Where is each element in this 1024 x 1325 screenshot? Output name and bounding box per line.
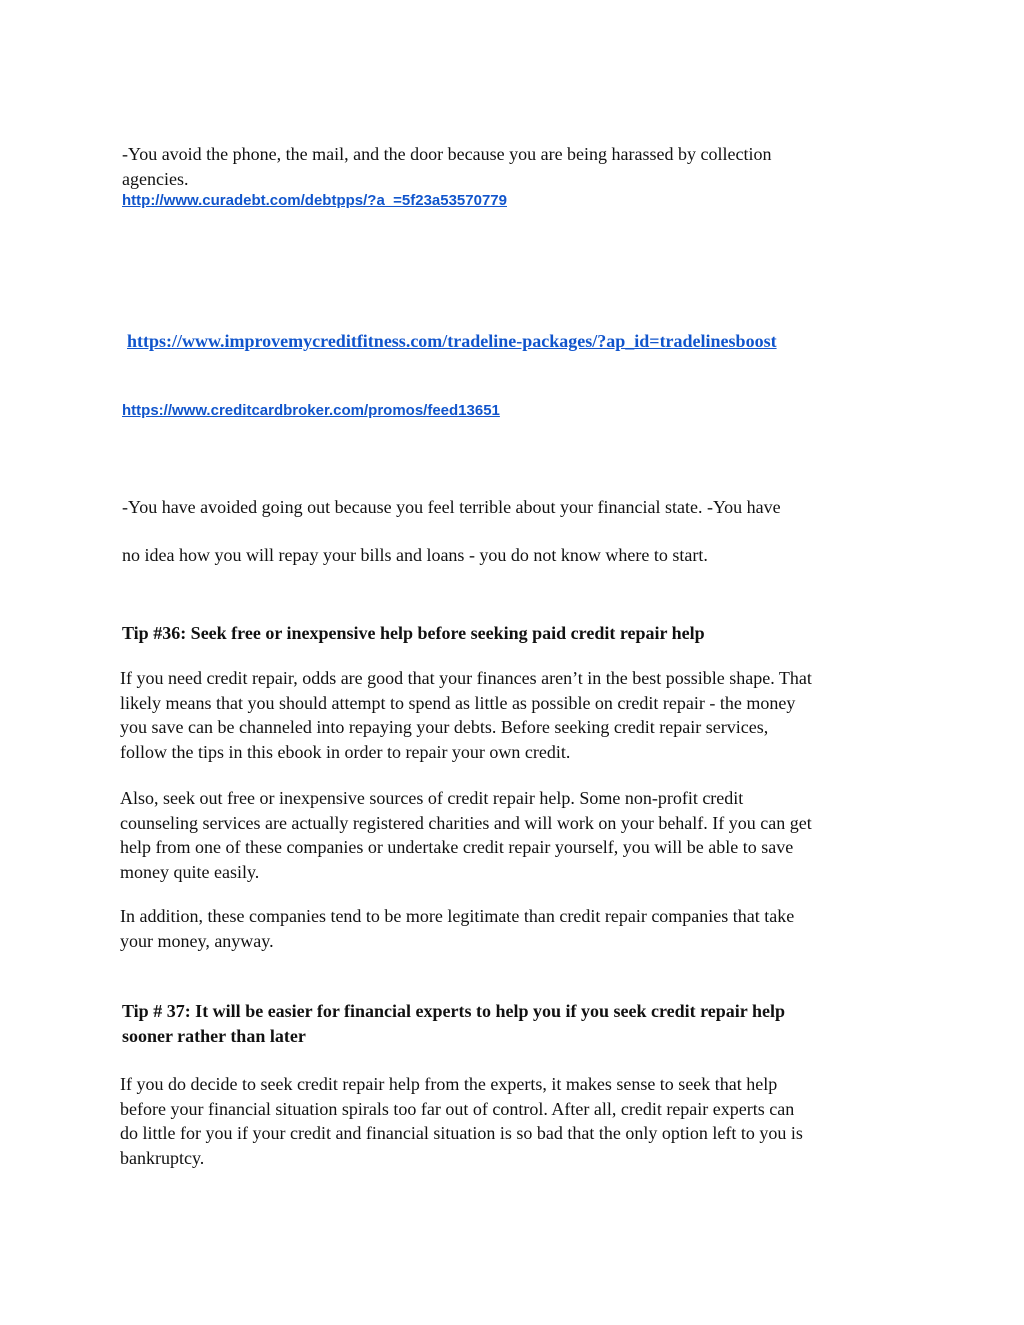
- tip-37-p1-line: bankruptcy.: [120, 1147, 205, 1168]
- tip-36-p1-line: If you need credit repair, odds are good that your finances aren’t in the best possible shape. That: [120, 668, 812, 688]
- tip-36-p2-line: help from one of these companies or undertake credit repair yourself, you will be able to save: [120, 837, 794, 857]
- tip-36-p3-line: your money, anyway.: [120, 930, 274, 951]
- tip-36-p1-line: likely means that you should attempt to spend as little as possible on credit repair - the money: [120, 692, 796, 713]
- tip-37-p1-line: do little for you if your credit and financial situation is so bad that the only option left to you is: [120, 1123, 803, 1143]
- tip-36-paragraph-1: [120, 666, 920, 764]
- tip-37-heading-line-2: sooner rather than later: [122, 1026, 306, 1046]
- tip-37-p1-line: If you do decide to seek credit repair help from the experts, it makes sense to seek that help: [120, 1074, 778, 1094]
- intro-line-1: -You avoid the phone, the mail, and the door because you are being harassed by collection: [122, 144, 772, 164]
- tip-36-p2-line: money quite easily.: [120, 861, 260, 882]
- tip-37-heading: [122, 999, 922, 1049]
- tip-36-p2-line: Also, seek out free or inexpensive sources of credit repair help. Some non-profit credit: [120, 788, 744, 808]
- tip-37-p1-line: before your financial situation spirals too far out of control. After all, credit repair experts can: [120, 1098, 795, 1119]
- tip-37-heading-line-1: Tip # 37: It will be easier for financial experts to help you if you seek credit repair help: [122, 1001, 785, 1021]
- creditcardbroker-link[interactable]: https://www.creditcardbroker.com/promos/feed13651: [122, 402, 500, 419]
- curadebt-link[interactable]: http://www.curadebt.com/debtpps/?a_=5f23a53570779: [122, 192, 507, 209]
- tip-37-paragraph-1: [120, 1072, 920, 1170]
- tip-36-p2-line: counseling services are actually registered charities and will work on your behalf. If you can get: [120, 812, 812, 833]
- intro-paragraph: [122, 142, 922, 191]
- tip-36-heading: Tip #36: Seek free or inexpensive help before seeking paid credit repair help: [122, 623, 705, 643]
- tip-36-paragraph-3: [120, 904, 920, 953]
- tip-36-p3-line: In addition, these companies tend to be more legitimate than credit repair companies that take: [120, 906, 795, 926]
- tip-36-p1-line: follow the tips in this ebook in order to repair your own credit.: [120, 741, 571, 762]
- improvemycreditfitness-link[interactable]: https://www.improvemycreditfitness.com/tradeline-packages/?ap_id=tradelinesboost: [127, 331, 777, 351]
- avoid-line-2: no idea how you will repay your bills and loans - you do not know where to start.: [122, 545, 708, 565]
- avoid-line-1: -You have avoided going out because you feel terrible about your financial state. -You have: [122, 497, 781, 517]
- intro-line-2: agencies.: [122, 168, 189, 189]
- tip-36-p1-line: you save can be channeled into repaying your debts. Before seeking credit repair services,: [120, 717, 769, 737]
- tip-36-paragraph-2: [120, 786, 920, 884]
